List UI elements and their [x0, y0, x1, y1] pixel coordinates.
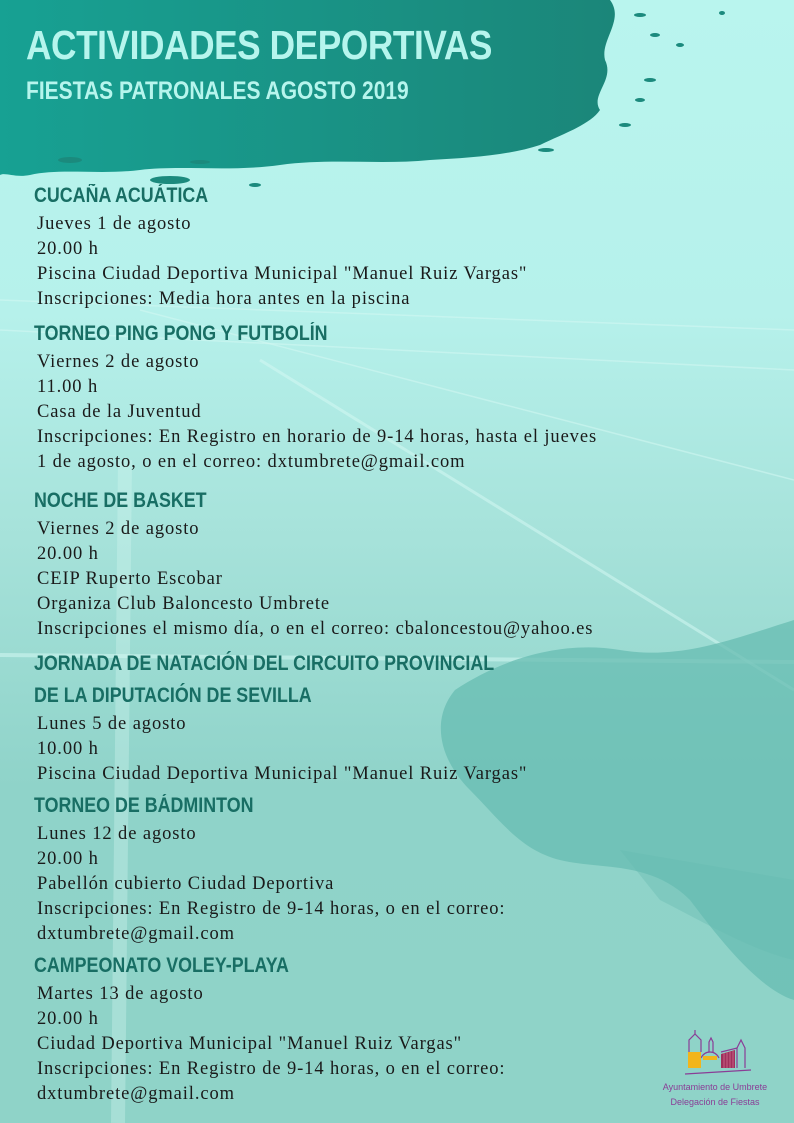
poster-subtitle: FIESTAS PATRONALES AGOSTO 2019 — [26, 77, 409, 105]
town-hall-building-icon — [675, 1030, 755, 1080]
event-time: 10.00 h — [37, 739, 99, 759]
event-time: 20.00 h — [37, 1009, 99, 1029]
event-registration-contact: dxtumbrete@gmail.com — [37, 1084, 235, 1104]
event-title: JORNADA DE NATACIÓN DEL CIRCUITO PROVINCIAL — [34, 652, 495, 675]
event-date: Lunes 5 de agosto — [37, 714, 187, 734]
event-time: 20.00 h — [37, 239, 99, 259]
event-voley-playa — [0, 950, 505, 1107]
event-date: Viernes 2 de agosto — [37, 352, 200, 372]
event-venue: CEIP Ruperto Escobar — [37, 569, 223, 589]
event-date: Jueves 1 de agosto — [37, 214, 192, 234]
event-registration: Inscripciones: En Registro en horario de 9-14 horas, hasta el jueves — [37, 427, 598, 447]
event-venue: Piscina Ciudad Deportiva Municipal "Manuel Ruiz Vargas" — [37, 264, 528, 284]
event-title: CAMPEONATO VOLEY-PLAYA — [34, 954, 289, 977]
event-venue: Piscina Ciudad Deportiva Municipal "Manuel Ruiz Vargas" — [37, 764, 528, 784]
event-registration: Inscripciones: En Registro de 9-14 horas, o en el correo: — [37, 1059, 506, 1079]
event-time: 11.00 h — [37, 377, 99, 397]
event-jornada-natacion — [0, 648, 575, 787]
event-torneo-badminton — [0, 790, 505, 947]
event-time: 20.00 h — [37, 544, 99, 564]
event-title-continued: DE LA DIPUTACIÓN DE SEVILLA — [34, 684, 312, 707]
event-title: CUCAÑA ACUÁTICA — [34, 184, 209, 207]
event-date: Lunes 12 de agosto — [37, 824, 197, 844]
event-date: Viernes 2 de agosto — [37, 519, 200, 539]
event-cucana-acuatica — [0, 180, 527, 312]
event-venue: Pabellón cubierto Ciudad Deportiva — [37, 874, 335, 894]
event-title: NOCHE DE BASKET — [34, 489, 207, 512]
event-date: Martes 13 de agosto — [37, 984, 204, 1004]
logo-organization-name: Ayuntamiento de Umbrete — [662, 1082, 768, 1092]
event-registration-contact: dxtumbrete@gmail.com — [37, 924, 235, 944]
event-time: 20.00 h — [37, 849, 99, 869]
event-registration: Inscripciones el mismo día, o en el correo: cbaloncestou@yahoo.es — [37, 619, 594, 639]
event-ping-pong-futbolin — [0, 318, 597, 475]
event-registration: Inscripciones: Media hora antes en la piscina — [37, 289, 411, 309]
event-title: TORNEO PING PONG Y FUTBOLÍN — [34, 322, 328, 345]
event-noche-de-basket — [0, 485, 593, 642]
event-venue: Casa de la Juventud — [37, 402, 202, 422]
event-venue: Ciudad Deportiva Municipal "Manuel Ruiz Vargas" — [37, 1034, 463, 1054]
event-title: TORNEO DE BÁDMINTON — [34, 794, 254, 817]
logo-department-name: Delegación de Fiestas — [670, 1097, 760, 1107]
poster-title: ACTIVIDADES DEPORTIVAS — [26, 22, 492, 68]
event-registration-contact: 1 de agosto, o en el correo: dxtumbrete@gmail.com — [37, 452, 466, 472]
ayuntamiento-logo — [650, 1030, 780, 1110]
event-organizer: Organiza Club Baloncesto Umbrete — [37, 594, 331, 614]
event-registration: Inscripciones: En Registro de 9-14 horas, o en el correo: — [37, 899, 506, 919]
